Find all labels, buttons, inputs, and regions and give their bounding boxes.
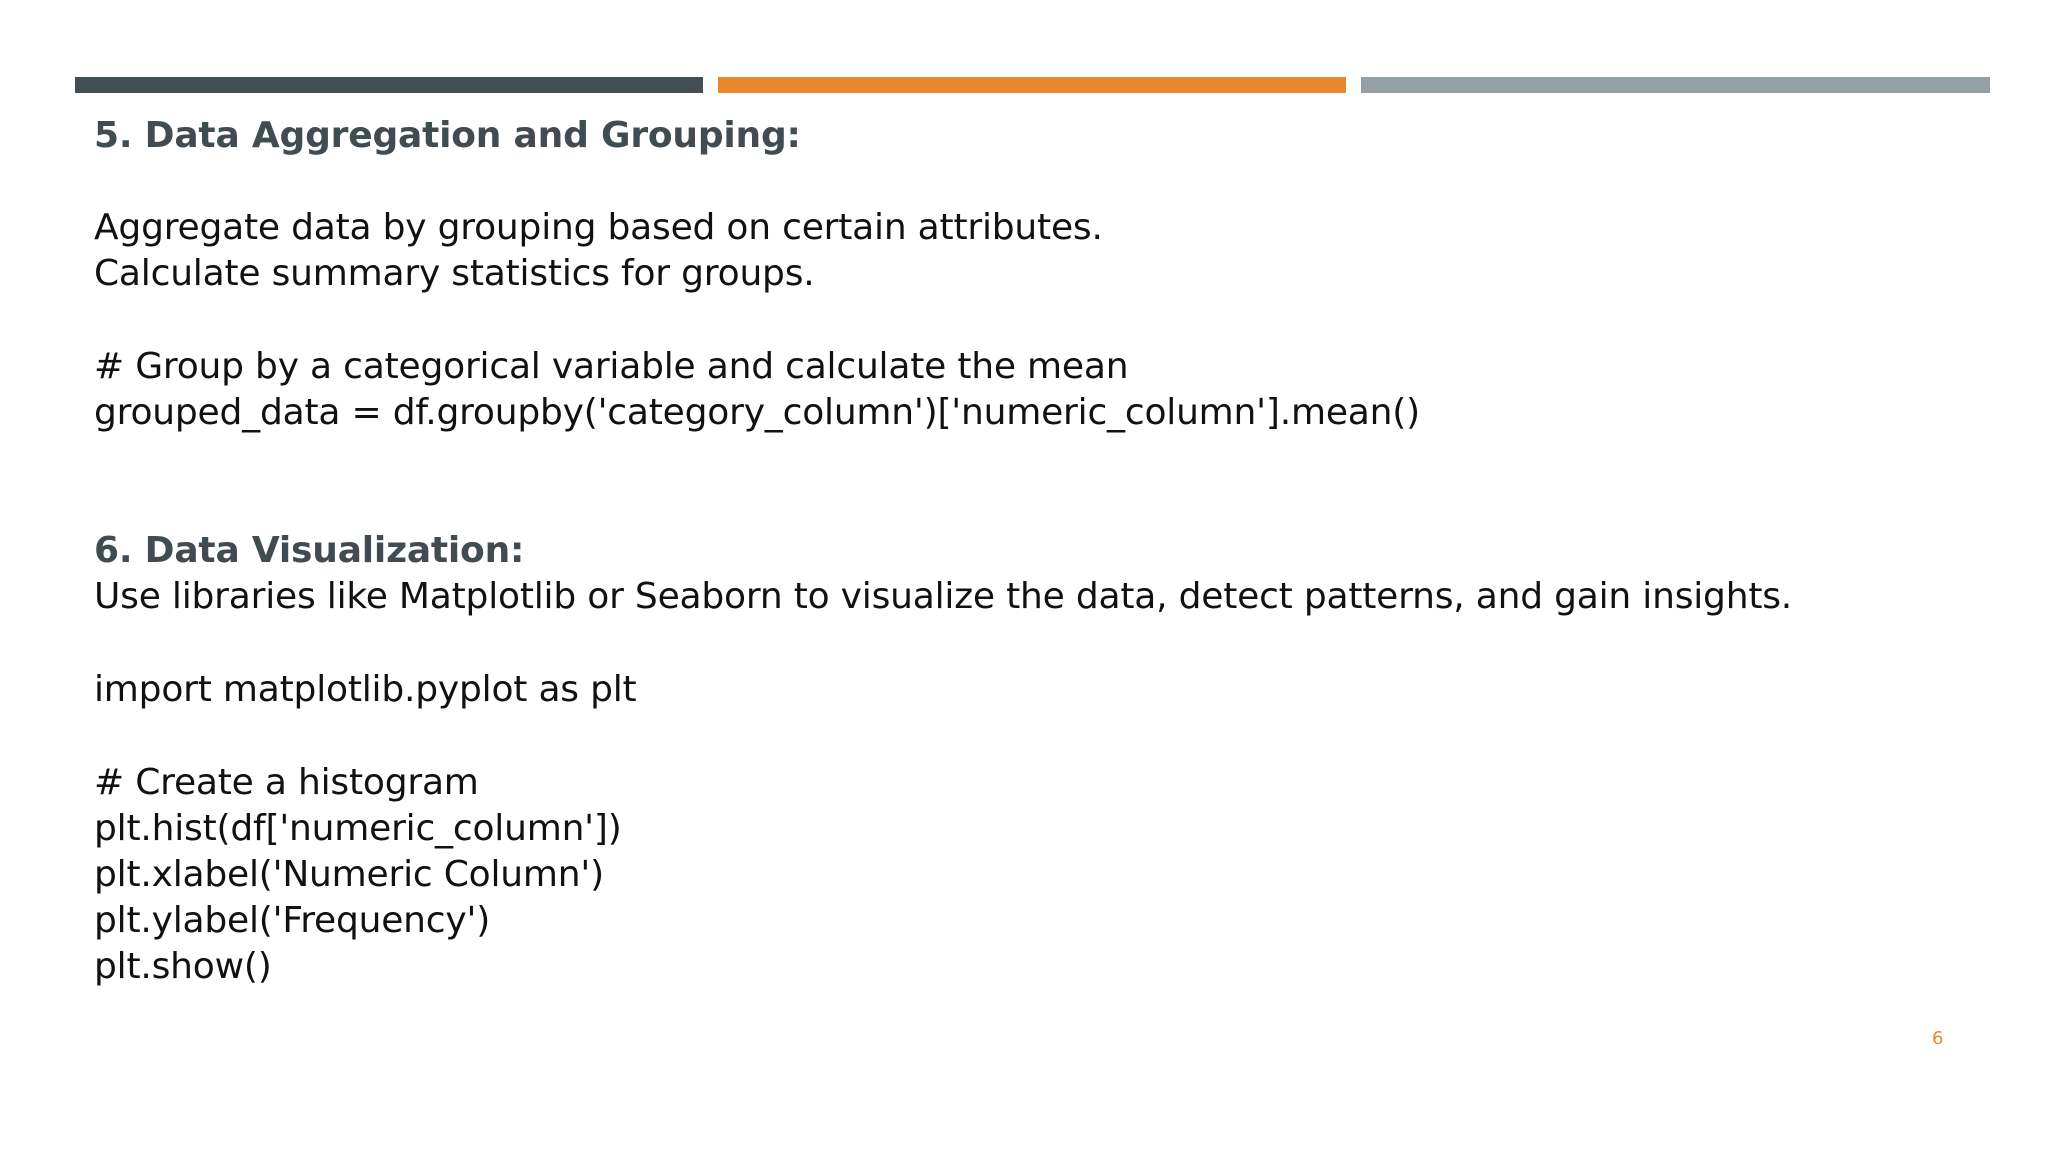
section-6-code-line: plt.show(): [94, 946, 272, 987]
section-5-text-line: Aggregate data by grouping based on certain attributes.: [94, 207, 1103, 248]
section-6-code-line: plt.xlabel('Numeric Column'): [94, 854, 604, 895]
section-5-heading: 5. Data Aggregation and Grouping:: [94, 115, 801, 156]
section-5-code-line: grouped_data = df.groupby('category_column')['numeric_column'].mean(): [94, 392, 1420, 433]
accent-bar-orange: [718, 77, 1346, 93]
accent-bars: [75, 77, 1990, 93]
section-6-code-line: plt.hist(df['numeric_column']): [94, 808, 622, 849]
accent-bar-dark: [75, 77, 703, 93]
section-5-text-line: Calculate summary statistics for groups.: [94, 253, 815, 294]
section-5-code-line: # Group by a categorical variable and calculate the mean: [94, 346, 1129, 387]
accent-bar-gray: [1361, 77, 1990, 93]
page-number: 6: [1932, 1028, 1944, 1049]
section-6-code-line: # Create a histogram: [94, 762, 479, 803]
section-6-heading: 6. Data Visualization:: [94, 530, 525, 571]
section-6-code-line: import matplotlib.pyplot as plt: [94, 669, 637, 710]
section-6-code-line: plt.ylabel('Frequency'): [94, 900, 491, 941]
section-6-text-line: Use libraries like Matplotlib or Seaborn to visualize the data, detect patterns, and gain insights.: [94, 576, 1793, 617]
